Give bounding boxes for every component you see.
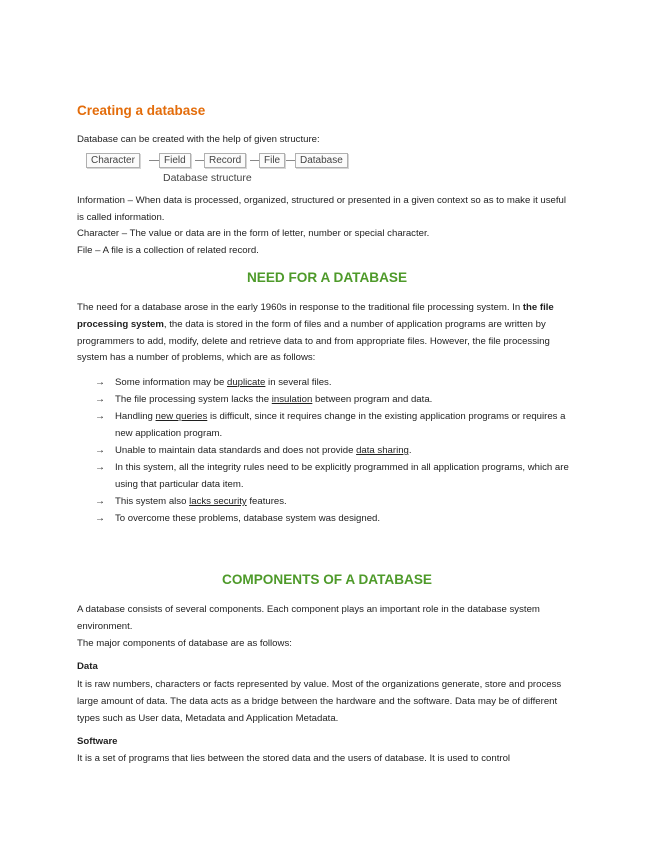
list-item [95, 459, 580, 493]
creating-database-heading: Creating a database [77, 103, 206, 118]
arrow-icon: → [95, 462, 105, 473]
need-paragraph-lead: The need for a database arose in the early 1960s in response to the traditional file processing system. In [77, 302, 523, 313]
data-paragraph: It is raw numbers, characters or facts represented by value. Most of the organizations generate, store and process large amount of data. The data acts as a bridge between the hardware and the software. Data may be of different types such as User data, Metadata and Application Metadata. [77, 679, 562, 724]
list-item [95, 493, 580, 510]
need-paragraph-bold: the file processing system [77, 302, 554, 330]
arrow-icon: → [95, 394, 105, 405]
list-item [95, 374, 580, 391]
components-intro-2: The major components of database are as follows: [77, 638, 292, 649]
arrow-icon: → [95, 377, 105, 388]
list-item-text: Handling [115, 411, 156, 422]
diagram-box-field: Field [159, 153, 191, 168]
database-structure-diagram [86, 153, 356, 189]
list-item-text: Some information may be [115, 377, 227, 388]
diagram-connector [250, 160, 259, 161]
list-item-link[interactable]: lacks security [189, 496, 247, 507]
diagram-connector [286, 160, 295, 161]
list-item-link[interactable]: insulation [271, 394, 313, 405]
list-item-text: Unable to maintain data standards and does not provide [115, 445, 357, 456]
arrow-icon: → [95, 496, 105, 507]
components-intro: A database consists of several components. Each component plays an important role in the database system environment. [77, 604, 540, 632]
arrow-icon: → [95, 513, 105, 524]
list-item-text: To overcome these problems, database system was designed. [115, 513, 381, 524]
components-heading: COMPONENTS OF A DATABASE [222, 572, 432, 587]
list-item-text: In this system, all the integrity rules need to be explicitly programmed in all application programs, which are using that particular data item. [115, 462, 569, 490]
list-item-text: This system also [115, 496, 190, 507]
definition-information: Information – When data is processed, organized, structured or presented in a given context so as to make it useful is called information. [77, 195, 567, 223]
list-item-text: is difficult, since it requires change in the existing application programs or requires a new application program. [115, 411, 566, 439]
list-item [95, 391, 580, 408]
software-subheading: Software [77, 736, 118, 747]
need-paragraph [77, 300, 577, 367]
definition-character: Character – The value or data are in the form of letter, number or special character. [77, 228, 430, 239]
data-subheading: Data [77, 661, 98, 672]
creating-intro: Database can be created with the help of given structure: [77, 134, 320, 145]
need-paragraph-rest: , the data is stored in the form of files and a number of application programs are written by programmers to add, modify, delete and retrieve data to and from appropriate files. However, the file processing system has a number of problems, which are as follows: [77, 318, 550, 364]
definition-file: File – A file is a collection of related record. [77, 245, 259, 256]
diagram-connector [149, 160, 159, 161]
list-item [95, 442, 580, 459]
list-item [95, 510, 580, 527]
list-item-text: between program and data. [312, 394, 433, 405]
diagram-box-database: Database [295, 153, 348, 168]
list-item [95, 408, 580, 442]
list-item-link[interactable]: new queries [155, 411, 208, 422]
list-item-text: The file processing system lacks the [115, 394, 272, 405]
problems-list [95, 374, 580, 527]
list-item-text: in several files. [265, 377, 332, 388]
list-item-link[interactable]: duplicate [226, 377, 266, 388]
list-item-link[interactable]: data sharing [356, 445, 409, 456]
diagram-caption: Database structure [163, 172, 252, 184]
list-item-text: . [408, 445, 412, 456]
need-for-database-heading: NEED FOR A DATABASE [246, 270, 408, 285]
list-item-text: features. [246, 496, 287, 507]
arrow-icon: → [95, 445, 105, 456]
arrow-icon: → [95, 411, 105, 422]
diagram-box-record: Record [204, 153, 246, 168]
software-paragraph: It is a set of programs that lies between the stored data and the users of database. It is used to control [77, 753, 511, 764]
diagram-connector [195, 160, 204, 161]
diagram-box-file: File [259, 153, 285, 168]
diagram-box-character: Character [86, 153, 140, 168]
